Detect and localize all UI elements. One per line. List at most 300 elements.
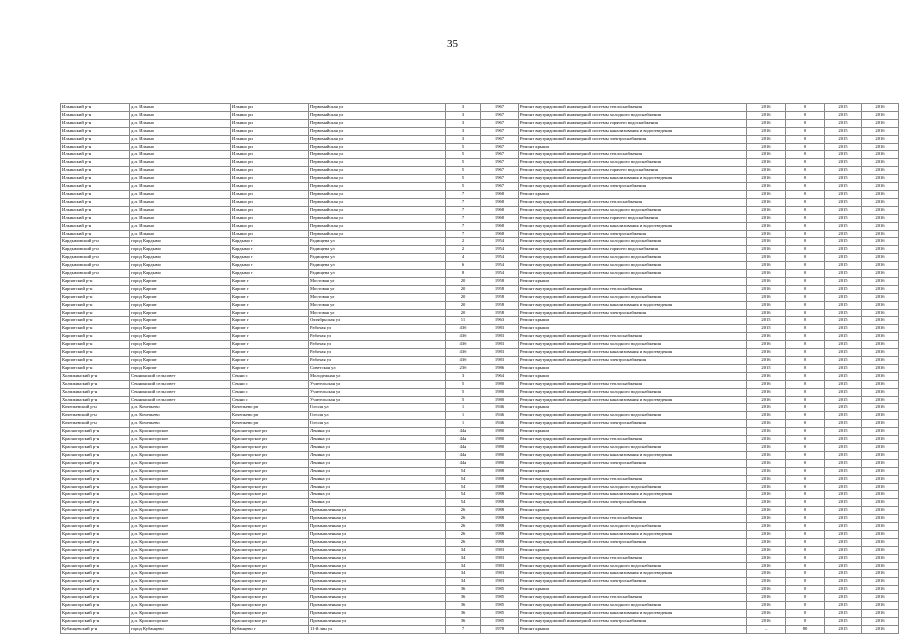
cell-house-number: 8 bbox=[446, 270, 481, 278]
cell-build-year: 1983 bbox=[481, 570, 519, 578]
cell-district: Красногорский р-н bbox=[61, 562, 130, 570]
cell-year-planned: 2016 bbox=[747, 230, 786, 238]
cell-year-planned: 2016 bbox=[747, 388, 786, 396]
cell-year-start: 2015 bbox=[825, 246, 862, 254]
table-row bbox=[61, 459, 899, 467]
cell-cost: 0 bbox=[786, 570, 825, 578]
cell-cost: 0 bbox=[786, 562, 825, 570]
cell-district: Кубанцевский р-н bbox=[61, 625, 130, 633]
table-row bbox=[61, 372, 899, 380]
table-row bbox=[61, 475, 899, 483]
cell-year-end: 2016 bbox=[862, 420, 899, 428]
cell-year-start: 2015 bbox=[825, 436, 862, 444]
cell-house-number: 26 bbox=[446, 538, 481, 546]
cell-house-number: 43б bbox=[446, 349, 481, 357]
cell-build-year: 1983 bbox=[481, 562, 519, 570]
cell-year-end: 2016 bbox=[862, 364, 899, 372]
table-row bbox=[61, 254, 899, 262]
cell-locality: Ильино рп bbox=[231, 104, 309, 112]
cell-build-year: 1988 bbox=[481, 467, 519, 475]
cell-settlement: д.п. Красногорское bbox=[130, 515, 231, 523]
cell-district: Красногорский р-н bbox=[61, 515, 130, 523]
cell-cost: 0 bbox=[786, 285, 825, 293]
cell-cost: 0 bbox=[786, 357, 825, 365]
cell-locality: Ильино рп bbox=[231, 175, 309, 183]
table-row bbox=[61, 214, 899, 222]
cell-district: Кочепьевский р-н bbox=[61, 412, 130, 420]
cell-settlement: д.п. Красногорское bbox=[130, 578, 231, 586]
cell-year-planned: 2016 bbox=[747, 530, 786, 538]
cell-locality: Карпат г bbox=[231, 309, 309, 317]
cell-house-number: 5 bbox=[446, 183, 481, 191]
cell-build-year: 1988 bbox=[481, 538, 519, 546]
cell-year-planned: 2016 bbox=[747, 293, 786, 301]
table-row bbox=[61, 349, 899, 357]
cell-settlement: д.п. Красногорское bbox=[130, 475, 231, 483]
cell-year-end: 2016 bbox=[862, 388, 899, 396]
cell-year-planned: 2016 bbox=[747, 301, 786, 309]
cell-year-end: 2016 bbox=[862, 546, 899, 554]
cell-house-number: 11 bbox=[446, 317, 481, 325]
cell-cost: 0 bbox=[786, 491, 825, 499]
cell-street: Первомайская ул bbox=[309, 159, 446, 167]
cell-build-year: 1968 bbox=[481, 190, 519, 198]
cell-house-number: 7 bbox=[446, 222, 481, 230]
cell-work-type: Ремонт внутридомовой инженерной системы канализования и водоотведения bbox=[519, 451, 747, 459]
cell-settlement: д.п. Ильино bbox=[130, 206, 231, 214]
cell-cost: 0 bbox=[786, 380, 825, 388]
cell-year-planned: 2016 bbox=[747, 135, 786, 143]
cell-cost: 0 bbox=[786, 143, 825, 151]
cell-year-end: 2016 bbox=[862, 309, 899, 317]
table-row bbox=[61, 467, 899, 475]
cell-cost: 0 bbox=[786, 475, 825, 483]
cell-locality: Ильино рп bbox=[231, 127, 309, 135]
cell-year-start: 2015 bbox=[825, 364, 862, 372]
cell-year-start: 2015 bbox=[825, 467, 862, 475]
cell-district: Холмжинский р-н bbox=[61, 396, 130, 404]
cell-year-start: 2015 bbox=[825, 594, 862, 602]
cell-district: Карпатский р-н bbox=[61, 277, 130, 285]
cell-year-end: 2016 bbox=[862, 602, 899, 610]
cell-house-number: 1 bbox=[446, 412, 481, 420]
cell-district: Красногорский р-н bbox=[61, 538, 130, 546]
cell-locality: Красногорское рп bbox=[231, 594, 309, 602]
cell-year-end: 2016 bbox=[862, 530, 899, 538]
cell-year-start: 2015 bbox=[825, 238, 862, 246]
cell-year-start: 2015 bbox=[825, 262, 862, 270]
cell-street: Первомайская ул bbox=[309, 119, 446, 127]
cell-year-start: 2015 bbox=[825, 428, 862, 436]
cell-district: Холмжинский р-н bbox=[61, 372, 130, 380]
cell-locality: Карпат г bbox=[231, 293, 309, 301]
cell-district: Красногорский р-н bbox=[61, 436, 130, 444]
cell-district: Ильинский р-н bbox=[61, 135, 130, 143]
cell-build-year: 1988 bbox=[481, 523, 519, 531]
cell-year-start: 2015 bbox=[825, 151, 862, 159]
cell-street: Мостовая ул bbox=[309, 293, 446, 301]
cell-year-end: 2016 bbox=[862, 594, 899, 602]
cell-year-start: 2015 bbox=[825, 357, 862, 365]
cell-house-number: 6 bbox=[446, 262, 481, 270]
cell-year-start: 2015 bbox=[825, 230, 862, 238]
table-row bbox=[61, 190, 899, 198]
cell-work-type: Ремонт внутридомовой инженерной системы холодного водоснабжения bbox=[519, 254, 747, 262]
cell-street: Ленина ул bbox=[309, 491, 446, 499]
cell-year-planned: 2016 bbox=[747, 412, 786, 420]
cell-year-start: 2015 bbox=[825, 412, 862, 420]
cell-build-year: 1946 bbox=[481, 420, 519, 428]
cell-work-type: Ремонт внутридомовой инженерной системы канализования и водоотведения bbox=[519, 301, 747, 309]
cell-year-start: 2015 bbox=[825, 625, 862, 633]
cell-year-end: 2016 bbox=[862, 135, 899, 143]
cell-district: Красногорский р-н bbox=[61, 546, 130, 554]
cell-cost: 0 bbox=[786, 119, 825, 127]
cell-house-number: 5 bbox=[446, 159, 481, 167]
cell-street: Рабочая ул bbox=[309, 341, 446, 349]
cell-street: Промышленная ул bbox=[309, 602, 446, 610]
cell-build-year: 1967 bbox=[481, 111, 519, 119]
cell-work-type: Ремонт крыши bbox=[519, 277, 747, 285]
cell-house-number: 7 bbox=[446, 230, 481, 238]
cell-house-number: 54 bbox=[446, 491, 481, 499]
cell-year-end: 2016 bbox=[862, 262, 899, 270]
table-row bbox=[61, 175, 899, 183]
cell-work-type: Ремонт внутридомовой инженерной системы электроснабжения bbox=[519, 309, 747, 317]
cell-settlement: Сеннинский сельсовет bbox=[130, 388, 231, 396]
cell-work-type: Ремонт внутридомовой инженерной системы горячего водоснабжения bbox=[519, 246, 747, 254]
cell-house-number: 43б bbox=[446, 333, 481, 341]
cell-year-end: 2016 bbox=[862, 443, 899, 451]
cell-district: Красногорский р-н bbox=[61, 443, 130, 451]
table-row bbox=[61, 404, 899, 412]
cell-settlement: д.п. Красногорское bbox=[130, 617, 231, 625]
cell-locality: Карпат г bbox=[231, 277, 309, 285]
cell-settlement: город Карпат bbox=[130, 364, 231, 372]
table-row bbox=[61, 238, 899, 246]
cell-settlement: д.п. Красногорское bbox=[130, 570, 231, 578]
cell-build-year: 1968 bbox=[481, 222, 519, 230]
cell-work-type: Ремонт внутридомовой инженерной системы канализования и водоотведения bbox=[519, 222, 747, 230]
cell-locality: Кочепьево рп bbox=[231, 412, 309, 420]
cell-cost: 0 bbox=[786, 388, 825, 396]
cell-house-number: 36 bbox=[446, 586, 481, 594]
cell-work-type: Ремонт внутридомовой инженерной системы теплоснабжения bbox=[519, 104, 747, 112]
cell-year-end: 2016 bbox=[862, 214, 899, 222]
cell-house-number: 20 bbox=[446, 293, 481, 301]
cell-year-end: 2016 bbox=[862, 467, 899, 475]
cell-year-start: 2015 bbox=[825, 372, 862, 380]
cell-settlement: д.п. Ильино bbox=[130, 190, 231, 198]
cell-settlement: д.п. Красногорское bbox=[130, 499, 231, 507]
cell-district: Красногорский р-н bbox=[61, 530, 130, 538]
cell-settlement: д.п. Красногорское bbox=[130, 523, 231, 531]
cell-cost: 0 bbox=[786, 190, 825, 198]
cell-house-number: 20 bbox=[446, 309, 481, 317]
cell-year-start: 2015 bbox=[825, 127, 862, 135]
cell-year-planned: 2016 bbox=[747, 246, 786, 254]
cell-district: Красногорский р-н bbox=[61, 467, 130, 475]
table-row bbox=[61, 325, 899, 333]
cell-district: Ильинский р-н bbox=[61, 151, 130, 159]
cell-year-planned: 2015 bbox=[747, 325, 786, 333]
cell-work-type: Ремонт внутридомовой инженерной системы электроснабжения bbox=[519, 183, 747, 191]
cell-street: Первомайская ул bbox=[309, 190, 446, 198]
cell-settlement: город Карпат bbox=[130, 293, 231, 301]
cell-work-type: Ремонт внутридомовой инженерной системы электроснабжения bbox=[519, 499, 747, 507]
cell-work-type: Ремонт внутридомовой инженерной системы теплоснабжения bbox=[519, 515, 747, 523]
cell-build-year: 1954 bbox=[481, 254, 519, 262]
table-row bbox=[61, 151, 899, 159]
cell-settlement: д.п. Красногорское bbox=[130, 554, 231, 562]
cell-locality: Ильино рп bbox=[231, 119, 309, 127]
cell-year-end: 2016 bbox=[862, 578, 899, 586]
cell-cost: 0 bbox=[786, 420, 825, 428]
cell-year-planned: 2016 bbox=[747, 198, 786, 206]
cell-year-end: 2016 bbox=[862, 554, 899, 562]
cell-district: Ильинский р-н bbox=[61, 214, 130, 222]
cell-district: Карпатский р-н bbox=[61, 309, 130, 317]
cell-street: Ленина ул bbox=[309, 475, 446, 483]
cell-district: Красногорский р-н bbox=[61, 428, 130, 436]
cell-house-number: 43б bbox=[446, 341, 481, 349]
cell-year-end: 2016 bbox=[862, 436, 899, 444]
cell-locality: Ильино рп bbox=[231, 206, 309, 214]
cell-work-type: Ремонт внутридомовой инженерной системы электроснабжения bbox=[519, 578, 747, 586]
cell-locality: Красногорское рп bbox=[231, 530, 309, 538]
cell-street: Мостовая ул bbox=[309, 277, 446, 285]
cell-district: Ильинский р-н bbox=[61, 119, 130, 127]
cell-year-planned: 2016 bbox=[747, 554, 786, 562]
page-number: 35 bbox=[447, 38, 458, 50]
cell-settlement: д.п. Ильино bbox=[130, 143, 231, 151]
cell-cost: 0 bbox=[786, 104, 825, 112]
cell-work-type: Ремонт внутридомовой инженерной системы горячего водоснабжения bbox=[519, 119, 747, 127]
cell-district: Карпатский р-н bbox=[61, 285, 130, 293]
table-row bbox=[61, 554, 899, 562]
cell-street: Гоголя ул bbox=[309, 404, 446, 412]
cell-cost: 0 bbox=[786, 127, 825, 135]
cell-street: Учительская ул bbox=[309, 396, 446, 404]
cell-cost: 0 bbox=[786, 270, 825, 278]
table-row bbox=[61, 262, 899, 270]
cell-work-type: Ремонт крыши bbox=[519, 190, 747, 198]
cell-locality: Красногорское рп bbox=[231, 578, 309, 586]
cell-house-number: 54 bbox=[446, 475, 481, 483]
cell-settlement: Сеннинский сельсовет bbox=[130, 396, 231, 404]
table-row bbox=[61, 230, 899, 238]
cell-cost: 0 bbox=[786, 594, 825, 602]
cell-year-planned: 2016 bbox=[747, 562, 786, 570]
cell-settlement: д.п. Красногорское bbox=[130, 459, 231, 467]
cell-year-end: 2016 bbox=[862, 317, 899, 325]
cell-locality: Красногорское рп bbox=[231, 546, 309, 554]
cell-year-end: 2016 bbox=[862, 610, 899, 618]
cell-year-end: 2016 bbox=[862, 586, 899, 594]
cell-locality: Ильино рп bbox=[231, 143, 309, 151]
cell-year-planned: 2016 bbox=[747, 111, 786, 119]
cell-street: Промышленная ул bbox=[309, 594, 446, 602]
cell-street: Промышленная ул bbox=[309, 586, 446, 594]
cell-house-number: 7 bbox=[446, 214, 481, 222]
cell-settlement: д.п. Красногорское bbox=[130, 610, 231, 618]
cell-year-end: 2016 bbox=[862, 183, 899, 191]
cell-district: Карпатский р-н bbox=[61, 317, 130, 325]
cell-locality: Сенни с bbox=[231, 372, 309, 380]
table-row bbox=[61, 515, 899, 523]
cell-district: Карпатский р-н bbox=[61, 333, 130, 341]
table-row bbox=[61, 507, 899, 515]
cell-settlement: д.п. Ильино bbox=[130, 214, 231, 222]
cell-year-end: 2016 bbox=[862, 159, 899, 167]
cell-year-start: 2015 bbox=[825, 451, 862, 459]
cell-year-start: 2015 bbox=[825, 104, 862, 112]
cell-work-type: Ремонт внутридомовой инженерной системы теплоснабжения bbox=[519, 333, 747, 341]
cell-year-planned: 2016 bbox=[747, 578, 786, 586]
cell-year-planned: 2016 bbox=[747, 420, 786, 428]
table-row bbox=[61, 530, 899, 538]
cell-cost: 0 bbox=[786, 349, 825, 357]
cell-house-number: 5 bbox=[446, 167, 481, 175]
cell-year-planned: 2016 bbox=[747, 127, 786, 135]
cell-locality: Сенни с bbox=[231, 380, 309, 388]
cell-house-number: 5 bbox=[446, 175, 481, 183]
cell-district: Красногорский р-н bbox=[61, 459, 130, 467]
table-row bbox=[61, 562, 899, 570]
cell-street: Радищева ул bbox=[309, 254, 446, 262]
cell-work-type: Ремонт внутридомовой инженерной системы электроснабжения bbox=[519, 538, 747, 546]
cell-settlement: город Карпат bbox=[130, 325, 231, 333]
cell-year-start: 2015 bbox=[825, 491, 862, 499]
cell-year-planned: 2016 bbox=[747, 151, 786, 159]
cell-year-end: 2016 bbox=[862, 198, 899, 206]
table-row bbox=[61, 396, 899, 404]
cell-house-number: 5 bbox=[446, 396, 481, 404]
cell-year-start: 2015 bbox=[825, 159, 862, 167]
cell-settlement: д.п. Ильино bbox=[130, 111, 231, 119]
cell-work-type: Ремонт внутридомовой инженерной системы электроснабжения bbox=[519, 357, 747, 365]
cell-settlement: д.п. Кочепьево bbox=[130, 420, 231, 428]
cell-cost: 80 bbox=[786, 625, 825, 633]
cell-locality: Кардымо г bbox=[231, 246, 309, 254]
cell-build-year: 1946 bbox=[481, 412, 519, 420]
cell-year-planned: 2016 bbox=[747, 333, 786, 341]
cell-locality: Красногорское рп bbox=[231, 467, 309, 475]
cell-house-number: 36 bbox=[446, 594, 481, 602]
cell-build-year: 1988 bbox=[481, 483, 519, 491]
cell-district: Кочепьевский р-н bbox=[61, 404, 130, 412]
cell-street: Промышленная ул bbox=[309, 523, 446, 531]
cell-settlement: город Карпат bbox=[130, 357, 231, 365]
cell-work-type: Ремонт крыши bbox=[519, 364, 747, 372]
cell-year-end: 2016 bbox=[862, 396, 899, 404]
cell-cost: 0 bbox=[786, 198, 825, 206]
cell-street: Первомайская ул bbox=[309, 206, 446, 214]
cell-work-type: Ремонт внутридомовой инженерной системы холодного водоснабжения bbox=[519, 523, 747, 531]
cell-work-type: Ремонт внутридомовой инженерной системы электроснабжения bbox=[519, 617, 747, 625]
table-row bbox=[61, 483, 899, 491]
cell-locality: Красногорское рп bbox=[231, 491, 309, 499]
cell-year-planned: 2016 bbox=[747, 443, 786, 451]
cell-house-number: 20 bbox=[446, 301, 481, 309]
cell-build-year: 1988 bbox=[481, 475, 519, 483]
cell-year-end: 2016 bbox=[862, 428, 899, 436]
cell-build-year: 1983 bbox=[481, 333, 519, 341]
cell-house-number: 3 bbox=[446, 111, 481, 119]
cell-year-start: 2015 bbox=[825, 325, 862, 333]
cell-street: Мостовая ул bbox=[309, 309, 446, 317]
cell-cost: 0 bbox=[786, 317, 825, 325]
cell-settlement: город Карпат bbox=[130, 333, 231, 341]
cell-cost: 0 bbox=[786, 554, 825, 562]
cell-year-start: 2015 bbox=[825, 222, 862, 230]
cell-build-year: 1954 bbox=[481, 270, 519, 278]
cell-cost: 0 bbox=[786, 459, 825, 467]
cell-work-type: Ремонт внутридомовой инженерной системы теплоснабжения bbox=[519, 594, 747, 602]
cell-street: Молодежная ул bbox=[309, 372, 446, 380]
cell-build-year: 1967 bbox=[481, 143, 519, 151]
cell-house-number: 44а bbox=[446, 459, 481, 467]
cell-build-year: 1946 bbox=[481, 404, 519, 412]
table-row bbox=[61, 491, 899, 499]
cell-year-end: 2016 bbox=[862, 127, 899, 135]
cell-year-start: 2015 bbox=[825, 475, 862, 483]
cell-locality: Карпат г bbox=[231, 364, 309, 372]
cell-house-number: 43б bbox=[446, 325, 481, 333]
cell-district: Карпатский р-н bbox=[61, 341, 130, 349]
cell-year-start: 2015 bbox=[825, 293, 862, 301]
cell-year-start: 2015 bbox=[825, 554, 862, 562]
cell-work-type: Ремонт внутридомовой инженерной системы холодного водоснабжения bbox=[519, 206, 747, 214]
cell-house-number: 3 bbox=[446, 135, 481, 143]
cell-year-planned: 2016 bbox=[747, 190, 786, 198]
cell-locality: Карпат г bbox=[231, 357, 309, 365]
cell-district: Ильинский р-н bbox=[61, 206, 130, 214]
cell-build-year: 1988 bbox=[481, 515, 519, 523]
cell-work-type: Ремонт крыши bbox=[519, 317, 747, 325]
cell-build-year: 1980 bbox=[481, 443, 519, 451]
cell-locality: Ильино рп bbox=[231, 222, 309, 230]
cell-street: Ленина ул bbox=[309, 499, 446, 507]
cell-year-start: 2015 bbox=[825, 443, 862, 451]
table-row bbox=[61, 127, 899, 135]
cell-house-number: 34 bbox=[446, 554, 481, 562]
cell-house-number: 7 bbox=[446, 190, 481, 198]
cell-settlement: д.п. Красногорское bbox=[130, 483, 231, 491]
cell-district: Карпатский р-н bbox=[61, 357, 130, 365]
cell-street: Первомайская ул bbox=[309, 143, 446, 151]
cell-work-type: Ремонт внутридомовой инженерной системы канализования и водоотведения bbox=[519, 491, 747, 499]
cell-locality: Сенни с bbox=[231, 396, 309, 404]
cell-locality: Карпат г bbox=[231, 333, 309, 341]
cell-cost: 0 bbox=[786, 293, 825, 301]
cell-settlement: д.п. Ильино bbox=[130, 135, 231, 143]
table-row bbox=[61, 111, 899, 119]
cell-year-start: 2015 bbox=[825, 530, 862, 538]
cell-year-planned: – bbox=[747, 625, 786, 633]
cell-street: Первомайская ул bbox=[309, 175, 446, 183]
cell-work-type: Ремонт внутридомовой инженерной системы теплоснабжения bbox=[519, 198, 747, 206]
cell-house-number: 5 bbox=[446, 143, 481, 151]
cell-cost: 0 bbox=[786, 546, 825, 554]
cell-year-start: 2015 bbox=[825, 617, 862, 625]
cell-work-type: Ремонт внутридомовой инженерной системы электроснабжения bbox=[519, 230, 747, 238]
cell-settlement: д.п. Красногорское bbox=[130, 586, 231, 594]
cell-build-year: 1978 bbox=[481, 625, 519, 633]
cell-district: Кардымовский р-н bbox=[61, 246, 130, 254]
cell-street: Октябрьская ул bbox=[309, 317, 446, 325]
cell-year-planned: 2016 bbox=[747, 254, 786, 262]
